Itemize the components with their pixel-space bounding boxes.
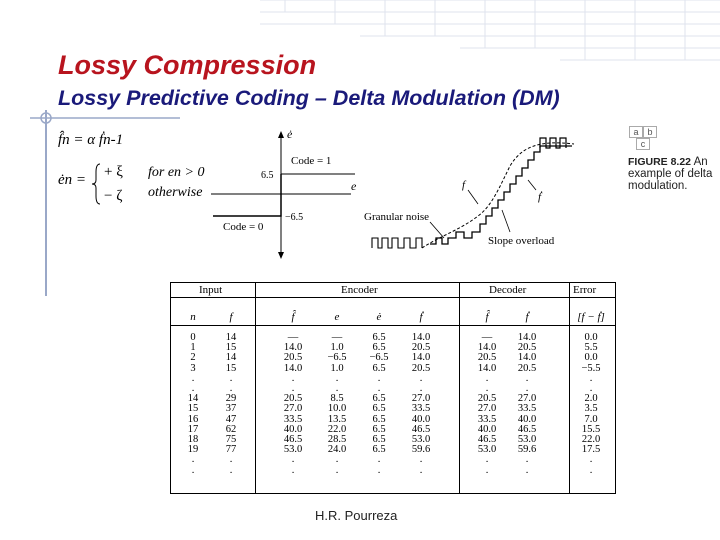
table-cell: 2.0: [584, 393, 598, 405]
table-cell: 47: [225, 413, 237, 425]
axis-label-edot: ė: [287, 127, 293, 141]
table-cell: 2: [190, 352, 196, 364]
table-cell: 14: [225, 352, 237, 364]
case-positive-condition: for en > 0: [148, 165, 205, 180]
table-cell: 10.0: [327, 403, 347, 415]
table-cell: .: [191, 464, 195, 476]
colhdr-fhat: f̂: [291, 311, 295, 323]
figure-tabs: [627, 126, 659, 150]
table-cell: 1: [190, 342, 196, 354]
table-cell: 27.0: [517, 393, 537, 405]
table-cell: .: [191, 383, 195, 395]
dm-table: [170, 282, 616, 494]
table-cell: 14: [225, 332, 237, 343]
table-cell: 6.5: [372, 332, 386, 343]
table-cell: —: [287, 332, 299, 343]
table-cell: 27.0: [283, 403, 303, 415]
col-n: [179, 333, 207, 476]
table-cell: 20.5: [517, 342, 537, 354]
col-error: [573, 333, 609, 476]
table-cell: 27.0: [411, 393, 431, 405]
table-cell: .: [229, 464, 233, 476]
table-cell: 22.0: [327, 423, 347, 435]
table-cell: 33.5: [283, 413, 303, 425]
table-cell: .: [419, 383, 423, 395]
table-cell: 37: [225, 403, 237, 415]
table-cell: 77: [225, 444, 237, 456]
table-cell: .: [419, 454, 423, 466]
table-cell: 15.5: [581, 423, 601, 435]
table-cell: .: [229, 454, 233, 466]
table-cell: 62: [225, 423, 237, 435]
dm-waveform: [360, 126, 580, 261]
table-cell: 40.0: [517, 413, 537, 425]
table-cell: 5.5: [584, 342, 598, 354]
table-cell: 33.5: [411, 403, 431, 415]
table-cell: .: [335, 383, 339, 395]
label-fdot: ḟ: [538, 191, 542, 203]
table-cell: 0.0: [584, 332, 598, 343]
table-cell: .: [525, 454, 529, 466]
table-cell: 22.0: [581, 434, 601, 446]
table-cell: .: [229, 383, 233, 395]
table-cell: 6.5: [372, 434, 386, 446]
table-cell: .: [589, 383, 593, 395]
slide-subtitle: Lossy Predictive Coding – Delta Modulation (DM): [58, 86, 560, 110]
table-cell: .: [229, 372, 233, 384]
table-cell: 15: [225, 342, 237, 354]
group-decoder: Decoder: [489, 284, 527, 296]
table-cell: .: [525, 372, 529, 384]
table-cell: 14.0: [477, 362, 497, 374]
table-cell: 13.5: [327, 413, 347, 425]
table-cell: 0: [190, 332, 196, 343]
group-error: Error: [573, 284, 597, 296]
table-cell: 59.6: [517, 444, 537, 456]
table-cell: .: [589, 372, 593, 384]
table-cell: 46.5: [411, 423, 431, 435]
table-cell: .: [419, 464, 423, 476]
table-cell: 20.5: [477, 393, 497, 405]
table-cell: 15: [225, 362, 237, 374]
table-cell: 14.0: [283, 362, 303, 374]
table-cell: 0.0: [584, 352, 598, 364]
table-cell: 53.0: [283, 444, 303, 456]
col-f: [215, 333, 247, 476]
figure-tab-a: a: [629, 126, 643, 138]
table-cell: .: [191, 454, 195, 466]
table-cell: .: [377, 372, 381, 384]
table-cell: 19: [187, 444, 199, 456]
slide-title: Lossy Compression: [58, 50, 317, 80]
footer-author: H.R. Pourreza: [315, 508, 398, 523]
table-cell: 6.5: [372, 403, 386, 415]
table-cell: 20.5: [283, 393, 303, 405]
table-cell: 6.5: [372, 413, 386, 425]
table-cell: 14.0: [283, 342, 303, 354]
colhdr-error: [f − ḟ]: [577, 311, 605, 323]
level-negative: −6.5: [285, 212, 304, 223]
table-cell: .: [485, 372, 489, 384]
table-cell: −6.5: [327, 352, 347, 364]
table-cell: .: [589, 464, 593, 476]
table-cell: 14.0: [411, 352, 431, 364]
predictor-equation: f̂n = α ḟn-1: [58, 132, 124, 148]
table-cell: 46.5: [477, 434, 497, 446]
code-one-label: Code = 1: [291, 155, 332, 167]
label-f: f: [462, 179, 466, 191]
colhdr-e: e: [334, 311, 340, 323]
table-cell: 40.0: [411, 413, 431, 425]
table-cell: 33.5: [477, 413, 497, 425]
table-cell: 14.0: [477, 342, 497, 354]
table-cell: .: [335, 372, 339, 384]
figure-id: FIGURE 8.22: [628, 156, 692, 168]
table-cell: .: [377, 464, 381, 476]
code-zero-label: Code = 0: [223, 221, 264, 233]
table-cell: 40.0: [283, 423, 303, 435]
table-cell: 20.5: [283, 352, 303, 364]
colhdr-fdot: ḟ: [419, 311, 423, 323]
group-encoder: Encoder: [341, 284, 378, 296]
table-cell: .: [485, 383, 489, 395]
table-cell: 14: [187, 393, 199, 405]
table-cell: 53.0: [517, 434, 537, 446]
table-cell: 53.0: [411, 434, 431, 446]
colhdr-n: n: [190, 311, 196, 323]
table-cell: .: [291, 383, 295, 395]
table-cell: .: [419, 372, 423, 384]
table-cell: 20.5: [411, 342, 431, 354]
table-cell: 75: [225, 434, 237, 446]
quantizer-lhs: ėn =: [58, 172, 87, 188]
dm-equations: [52, 124, 212, 214]
table-cell: 6.5: [372, 362, 386, 374]
table-cell: .: [485, 454, 489, 466]
colhdr-dec-fhat: f̂: [485, 311, 489, 323]
figure-tab-c: c: [636, 138, 650, 150]
table-cell: 17: [187, 423, 199, 435]
table-cell: 46.5: [283, 434, 303, 446]
table-cell: 1.0: [330, 342, 344, 354]
table-cell: −5.5: [581, 362, 601, 374]
table-cell: .: [335, 464, 339, 476]
table-cell: .: [335, 454, 339, 466]
table-cell: .: [377, 454, 381, 466]
case-negative-condition: otherwise: [148, 185, 203, 200]
table-cell: 27.0: [477, 403, 497, 415]
table-cell: 14.0: [517, 332, 537, 343]
slope-overload-label: Slope overload: [488, 235, 555, 247]
group-input: Input: [199, 284, 223, 296]
colhdr-f: f: [229, 311, 233, 323]
table-cell: 28.5: [327, 434, 347, 446]
table-cell: 6.5: [372, 393, 386, 405]
table-cell: 8.5: [330, 393, 344, 405]
table-cell: .: [525, 464, 529, 476]
table-cell: 53.0: [477, 444, 497, 456]
table-cell: 7.0: [584, 413, 598, 425]
case-negative-value: − ζ: [104, 188, 123, 204]
table-cell: 3: [190, 362, 196, 374]
granular-noise-label: Granular noise: [364, 211, 430, 223]
table-cell: 46.5: [517, 423, 537, 435]
table-cell: 59.6: [411, 444, 431, 456]
table-cell: .: [291, 454, 295, 466]
axis-label-e: e: [351, 179, 357, 193]
table-cell: .: [291, 372, 295, 384]
colhdr-edot: ė: [376, 311, 382, 323]
table-cell: 6.5: [372, 444, 386, 456]
table-cell: 17.5: [581, 444, 601, 456]
col-dec-fdot: [509, 333, 545, 476]
table-cell: 6.5: [372, 423, 386, 435]
table-cell: —: [481, 332, 493, 343]
table-cell: 14.0: [517, 352, 537, 364]
table-cell: 6.5: [372, 342, 386, 354]
col-dec-fhat: [469, 333, 505, 476]
table-cell: 3.5: [584, 403, 598, 415]
table-cell: 29: [225, 393, 237, 405]
table-cell: 15: [187, 403, 199, 415]
table-cell: 1.0: [330, 362, 344, 374]
table-cell: .: [525, 383, 529, 395]
figure-tab-b: b: [643, 126, 657, 138]
table-cell: 20.5: [477, 352, 497, 364]
quantizer-plot: [205, 124, 365, 264]
col-e: [319, 333, 355, 476]
figure-caption: [628, 156, 720, 192]
case-positive-value: + ξ: [104, 164, 123, 180]
table-cell: 16: [187, 413, 199, 425]
table-cell: −6.5: [369, 352, 389, 364]
figure-caption-text: An example of delta modulation.: [628, 156, 713, 192]
col-fhat: [275, 333, 311, 476]
table-cell: 24.0: [327, 444, 347, 456]
table-cell: 40.0: [477, 423, 497, 435]
colhdr-dec-fdot: ḟ: [525, 311, 529, 323]
level-positive: 6.5: [261, 170, 274, 181]
table-cell: 18: [187, 434, 199, 446]
table-cell: —: [331, 332, 343, 343]
table-cell: 14.0: [411, 332, 431, 343]
table-cell: 20.5: [411, 362, 431, 374]
table-cell: .: [377, 383, 381, 395]
table-cell: 20.5: [517, 362, 537, 374]
table-cell: .: [589, 454, 593, 466]
col-edot: [361, 333, 397, 476]
col-fdot: [403, 333, 439, 476]
table-cell: 33.5: [517, 403, 537, 415]
table-cell: .: [191, 372, 195, 384]
table-cell: .: [291, 464, 295, 476]
table-cell: .: [485, 464, 489, 476]
